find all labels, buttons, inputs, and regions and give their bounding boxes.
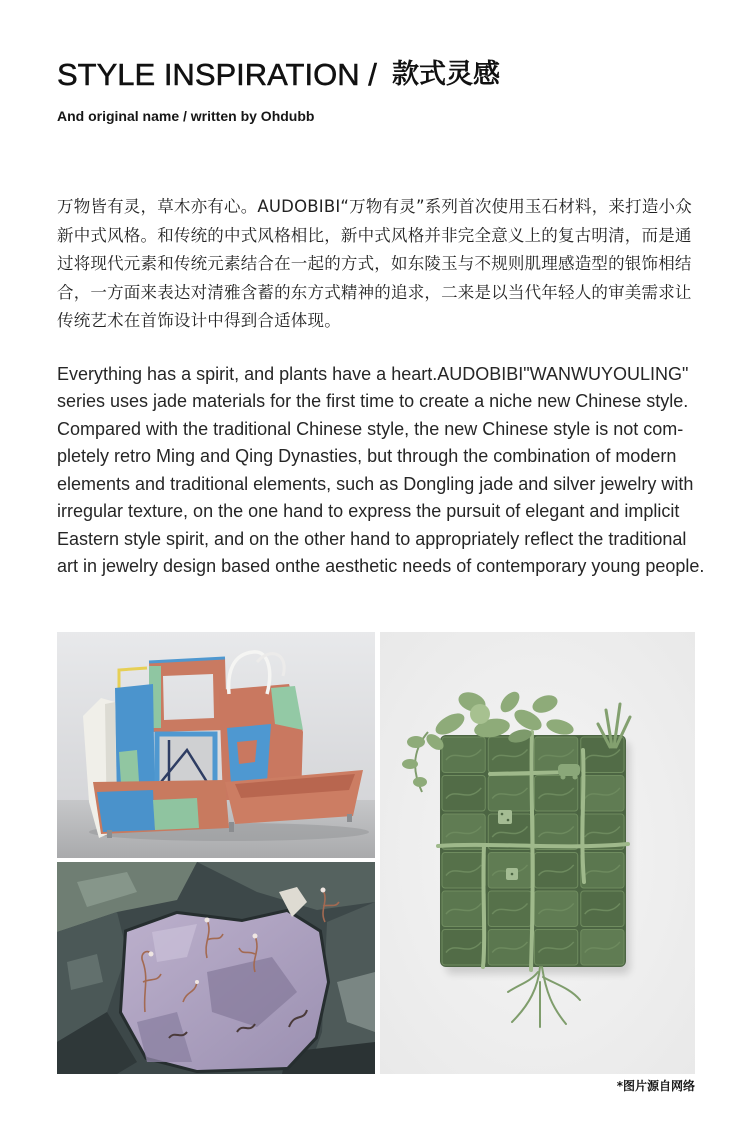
byline: And original name / written by Ohdubb [57,108,315,124]
jade-tile [488,930,531,966]
jade-tile [535,776,578,812]
jade-tile [442,930,485,966]
section-title-chinese: 款式灵感 [392,59,500,90]
car-motif [558,764,580,776]
chinese-paragraph-line: 传统艺术在首饰设计中得到合适体现。 [57,311,341,331]
jade-tile [488,776,531,812]
english-paragraph-line: Eastern style spirit, and on the other hand to appropriately reflect the traditional [57,528,687,549]
sculpture-photo [57,632,375,858]
chinese-paragraph-line: 万物皆有灵，草木亦有心。AUDOBIBI“万物有灵”系列首次使用玉石材料，来打造小众 [57,197,692,216]
jade-tile [535,930,578,966]
chinese-paragraph [57,193,717,336]
english-paragraph-line: art in jewelry design based onthe aesthetic needs of contemporary young people. [57,556,705,577]
jade-tile [442,891,485,927]
image-source-caption: *图片源自网络 [616,1079,695,1093]
chinese-paragraph-line: 新中式风格。和传统的中式风格相比，新中式风格并非完全意义上的复古明清，而是通 [57,225,692,245]
english-paragraph-line: irregular texture, on the one hand to express the pursuit of elegant and implicit [57,501,680,522]
sculpture-base-blue [97,790,155,832]
jade-tile [581,930,624,966]
jade-tile [488,737,531,773]
jade-tile [535,891,578,927]
sculpture-leg [107,830,112,838]
english-paragraph-line: elements and traditional elements, such as Dongling jade and silver jewelry with [57,473,694,494]
english-paragraph-line: pletely retro Ming and Qing Dynasties, but through the combination of modern [57,446,677,467]
dice-motif [498,810,512,824]
jade-tile-photo [380,632,695,1074]
jade-tile [581,891,624,927]
chinese-paragraph-line: 过将现代元素和传统元素结合在一起的方式，如东陵玉与不规则肌理感造型的银饰相结 [57,254,692,274]
english-paragraph-line: Everything has a spirit, and plants have a heart.AUDOBIBI"WANWUYOULING" [57,364,689,384]
sculpture-salmon-patch [237,740,257,764]
english-paragraph [57,361,737,581]
sculpture-green-patch [119,750,139,784]
sculpture-leg [347,814,352,822]
jade-tile [442,853,485,889]
sculpture-base-green [153,798,199,830]
jade-tile [442,737,485,773]
section-title-english: STYLE INSPIRATION / [57,57,377,92]
jade-tile [442,776,485,812]
jade-tile [488,891,531,927]
english-paragraph-line: Compared with the traditional Chinese style, the new Chinese style is not com- [57,418,684,439]
sculpture-leg [229,822,234,832]
jade-tile [535,853,578,889]
jade-tile [581,776,624,812]
chinese-paragraph-line: 合，一方面来表达对清雅含蓄的东方式精神的追求，二来是以当代年轻人的审美需求让 [57,282,692,302]
english-paragraph-line: series uses jade materials for the first time to create a niche new Chinese style. [57,391,689,412]
puddle-photo [57,862,375,1074]
jade-tile [581,853,624,889]
